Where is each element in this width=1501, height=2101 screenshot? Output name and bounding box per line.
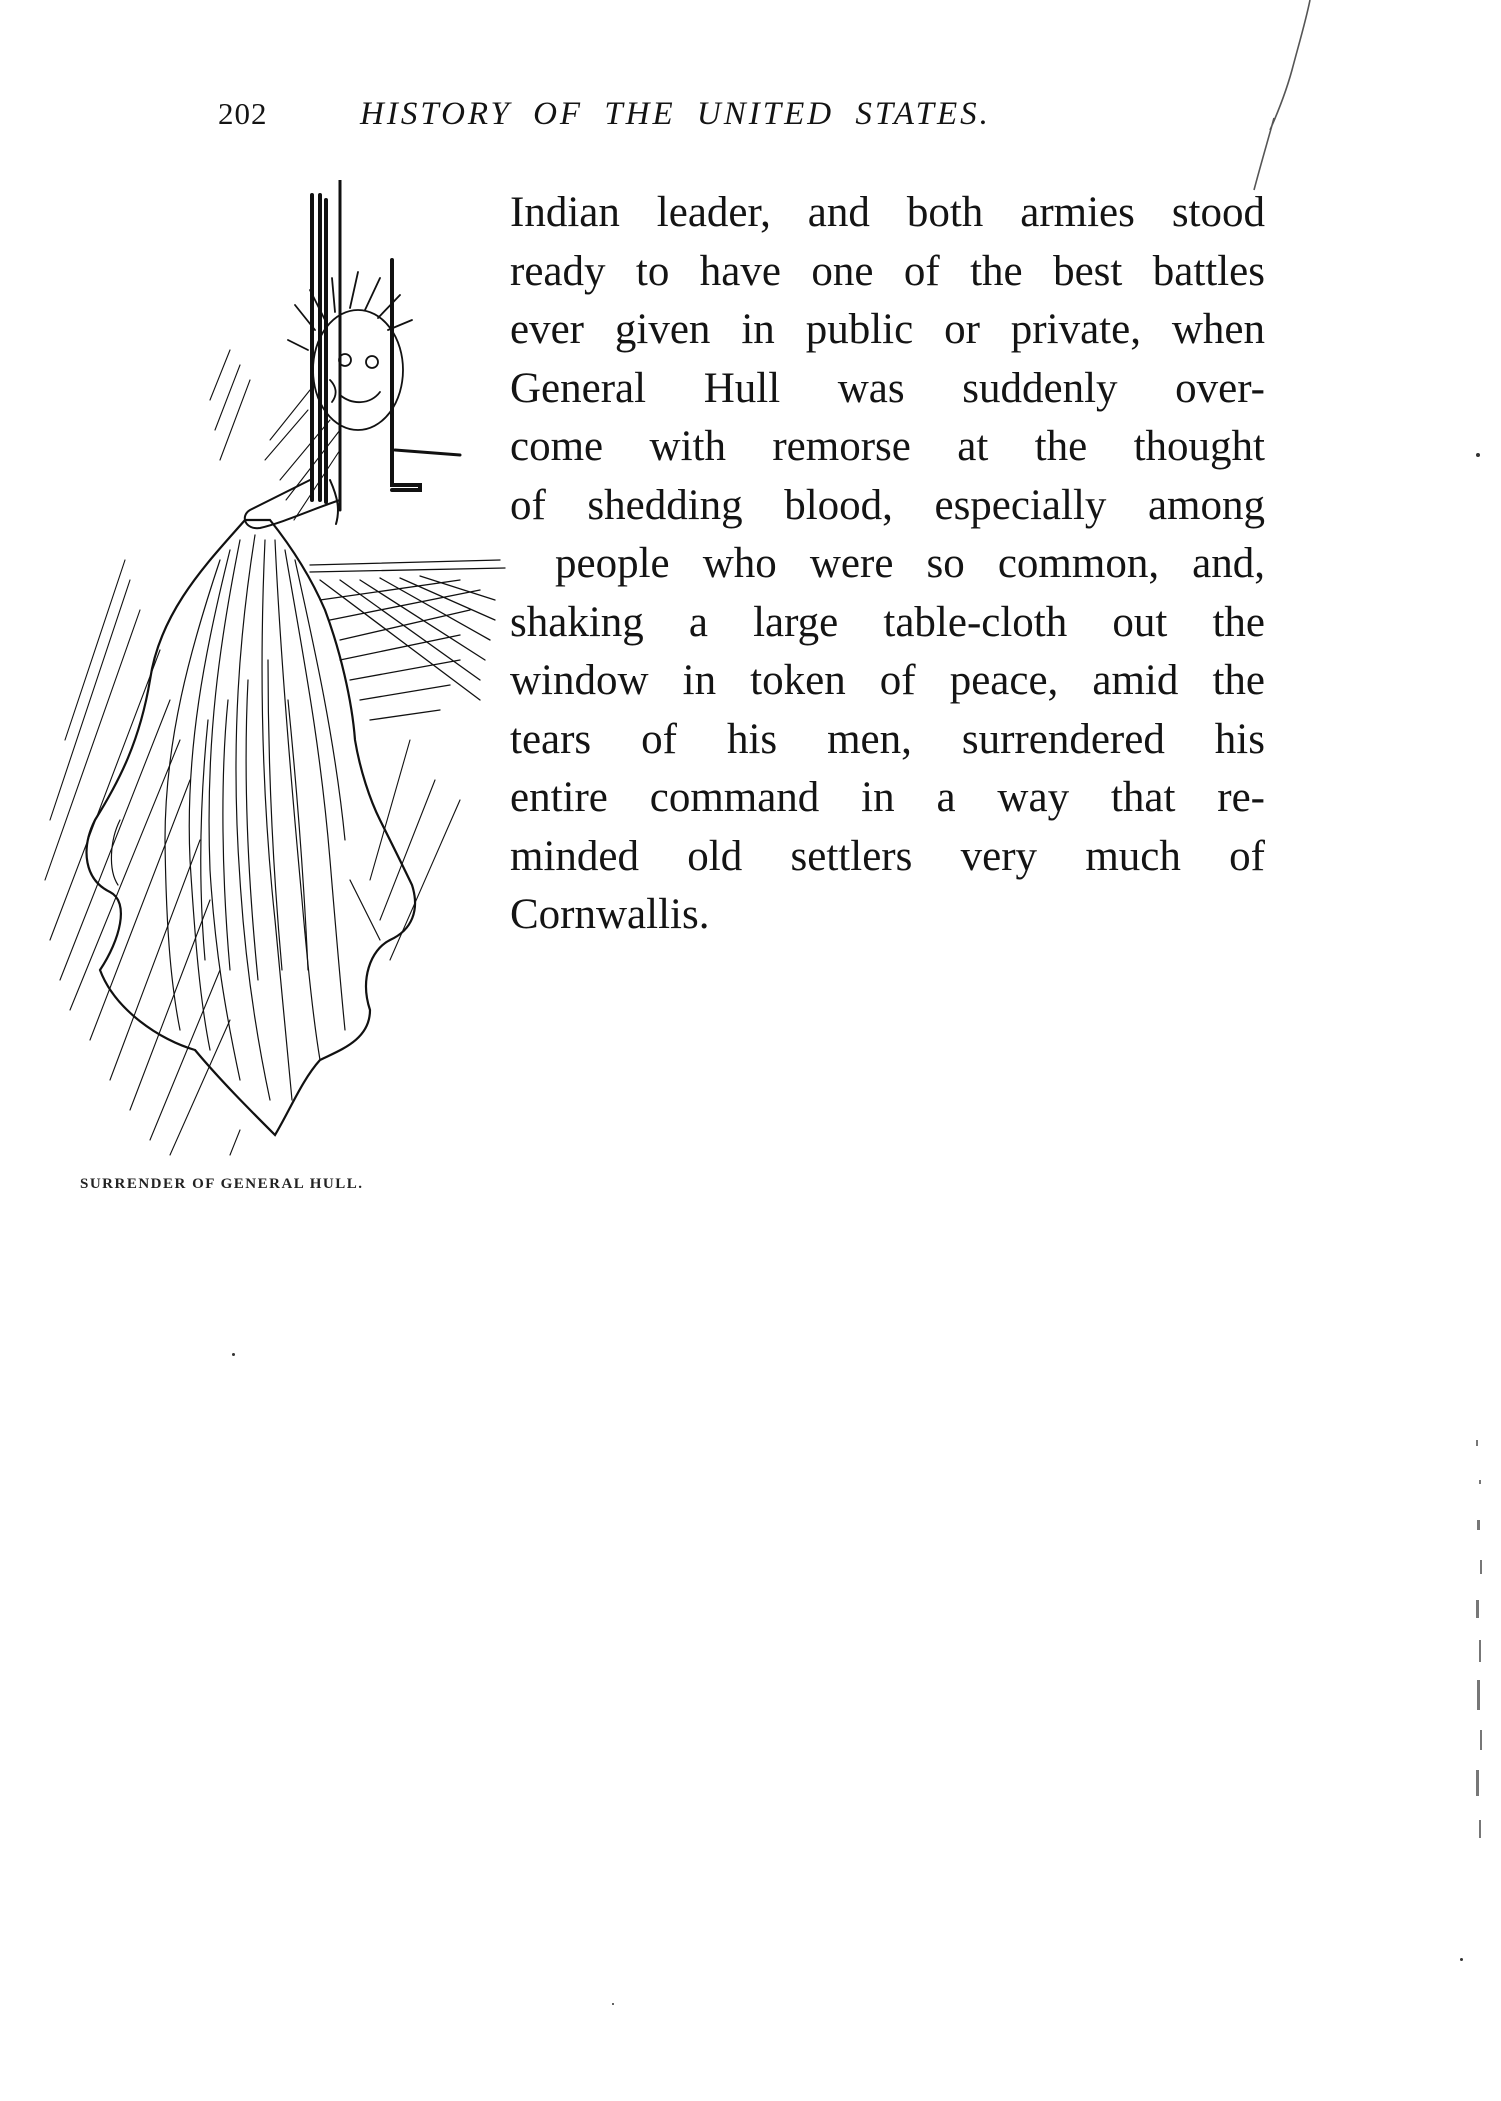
illustration-general-hull-surrender (40, 180, 520, 1165)
body-line: of shedding blood, especially among (510, 481, 1265, 529)
window-frame (312, 195, 420, 502)
figure-body-shading (265, 390, 340, 520)
margin-scan-noise (1470, 1440, 1490, 1860)
scan-speck (232, 1353, 235, 1356)
margin-pen-stroke (1240, 0, 1320, 200)
window-sill-hatching (310, 560, 505, 720)
body-line: people who were so common, and, (555, 540, 1265, 587)
tablecloth-folds (111, 535, 380, 1100)
body-line: ever given in public or private, when (510, 306, 1265, 353)
body-line: come with remorse at the thought (510, 423, 1265, 470)
body-line: entire command in a way that re- (510, 774, 1265, 821)
running-title: HISTORY OF THE UNITED STATES. (360, 96, 991, 132)
body-line: Cornwallis. (510, 891, 710, 938)
body-line: window in token of peace, amid the (510, 657, 1265, 704)
wall-shading-strokes (45, 350, 460, 1155)
scan-speck (612, 2003, 614, 2005)
scan-speck (1460, 1958, 1463, 1961)
body-line: tears of his men, surrendered his (510, 715, 1265, 763)
body-line: ready to have one of the best battles (510, 247, 1265, 295)
illustration-caption: SURRENDER OF GENERAL HULL. (80, 1176, 364, 1192)
scan-speck (1476, 453, 1480, 457)
body-line: Indian leader, and both armies stood (510, 189, 1265, 236)
page-number: 202 (218, 96, 268, 131)
body-line: minded old settlers very much of (510, 832, 1265, 880)
body-text (510, 184, 1265, 945)
body-line: shaking a large table-cloth out the (510, 598, 1265, 646)
body-line: General Hull was suddenly over- (510, 364, 1265, 412)
